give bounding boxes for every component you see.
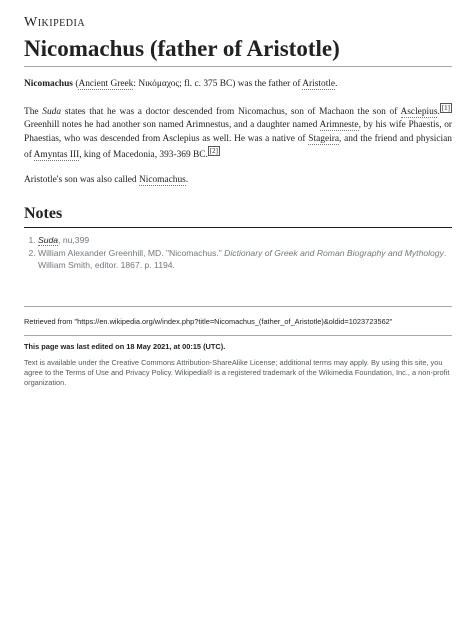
nicomachus-link[interactable]: Nicomachus bbox=[138, 174, 186, 185]
notes-list bbox=[24, 234, 452, 271]
divider bbox=[24, 335, 452, 336]
reference-2-label[interactable]: [2] bbox=[209, 147, 219, 156]
para-text: Aristotle's son was also called bbox=[24, 174, 139, 185]
lead-end: . bbox=[335, 79, 338, 89]
stageira-link[interactable]: Stageira bbox=[308, 133, 339, 144]
suda-paragraph bbox=[24, 103, 452, 163]
lead-paragraph bbox=[24, 78, 452, 92]
suda-title: Suda bbox=[42, 106, 62, 117]
note-author: William Alexander Greenhill, MD. "Nicomachus." bbox=[38, 248, 225, 259]
son-paragraph bbox=[24, 174, 452, 188]
reference-2[interactable] bbox=[208, 147, 220, 155]
page-title: Nicomachus (father of Aristotle) bbox=[24, 34, 452, 67]
lead-text: ( bbox=[72, 79, 79, 89]
para-text: . bbox=[185, 174, 189, 185]
note-work-title: Dictionary of Greek and Roman Biography and Mythology bbox=[224, 248, 444, 259]
note-text: . William Smith, editor. 1867. p. 1194. bbox=[38, 248, 447, 271]
lead-subject: Nicomachus bbox=[24, 79, 73, 89]
note-suda-link[interactable]: Suda bbox=[38, 235, 59, 246]
article bbox=[24, 14, 452, 388]
note-text: , nu,399 bbox=[58, 235, 90, 246]
last-edited: This page was last edited on 18 May 2021, at 00:15 (UTC). bbox=[24, 342, 226, 352]
retrieved-from[interactable]: Retrieved from "https://en.wikipedia.org/w/index.php?title=Nicomachus_(father_of_Aristotle)&oldid=1023723562" bbox=[24, 317, 393, 327]
aristotle-link[interactable]: Aristotle bbox=[302, 79, 336, 89]
note-item bbox=[38, 234, 452, 246]
divider bbox=[24, 306, 452, 307]
para-text: The bbox=[24, 106, 43, 117]
ancient-greek-link[interactable]: Ancient Greek bbox=[78, 79, 134, 89]
wikipedia-wordmark[interactable]: Wikipedia bbox=[24, 15, 86, 30]
lead-greek-text: : Νικόμαχος; fl. c. 375 BC) was the father of bbox=[133, 79, 303, 89]
notes-heading: Notes bbox=[24, 203, 452, 228]
amyntas-iii-link[interactable]: Amyntas III bbox=[33, 150, 80, 161]
note-item bbox=[38, 247, 452, 271]
para-text: , king of Macedonia, 393-369 BC. bbox=[79, 150, 208, 161]
para-text: states that he was a doctor descended from Nicomachus, son of Machaon the son of bbox=[61, 106, 401, 117]
reference-1-label[interactable]: [1] bbox=[441, 103, 450, 112]
para-text: . bbox=[437, 106, 440, 117]
para-text: Greenhill notes he had another son named Arimnestus, and a daughter named bbox=[24, 120, 320, 131]
license-text: Text is available under the Creative Commons Attribution-ShareAlike License; additional terms may apply. By using this site, you agree to the Terms of Use and Privacy Policy. Wikipedia® is a registered trademark of the Wikimedia Foundation, Inc., a non-profit organization. bbox=[24, 358, 450, 388]
para-text: , and the friend and physician of bbox=[24, 133, 452, 161]
reference-1[interactable] bbox=[440, 104, 452, 112]
para-text: , by his wife Phaestis, or Phaestias, who was descended from Asclepius as well. He was a native of bbox=[24, 120, 452, 144]
asclepius-link[interactable]: Asclepius bbox=[400, 106, 438, 117]
arimneste-link[interactable]: Arimneste bbox=[319, 120, 359, 131]
